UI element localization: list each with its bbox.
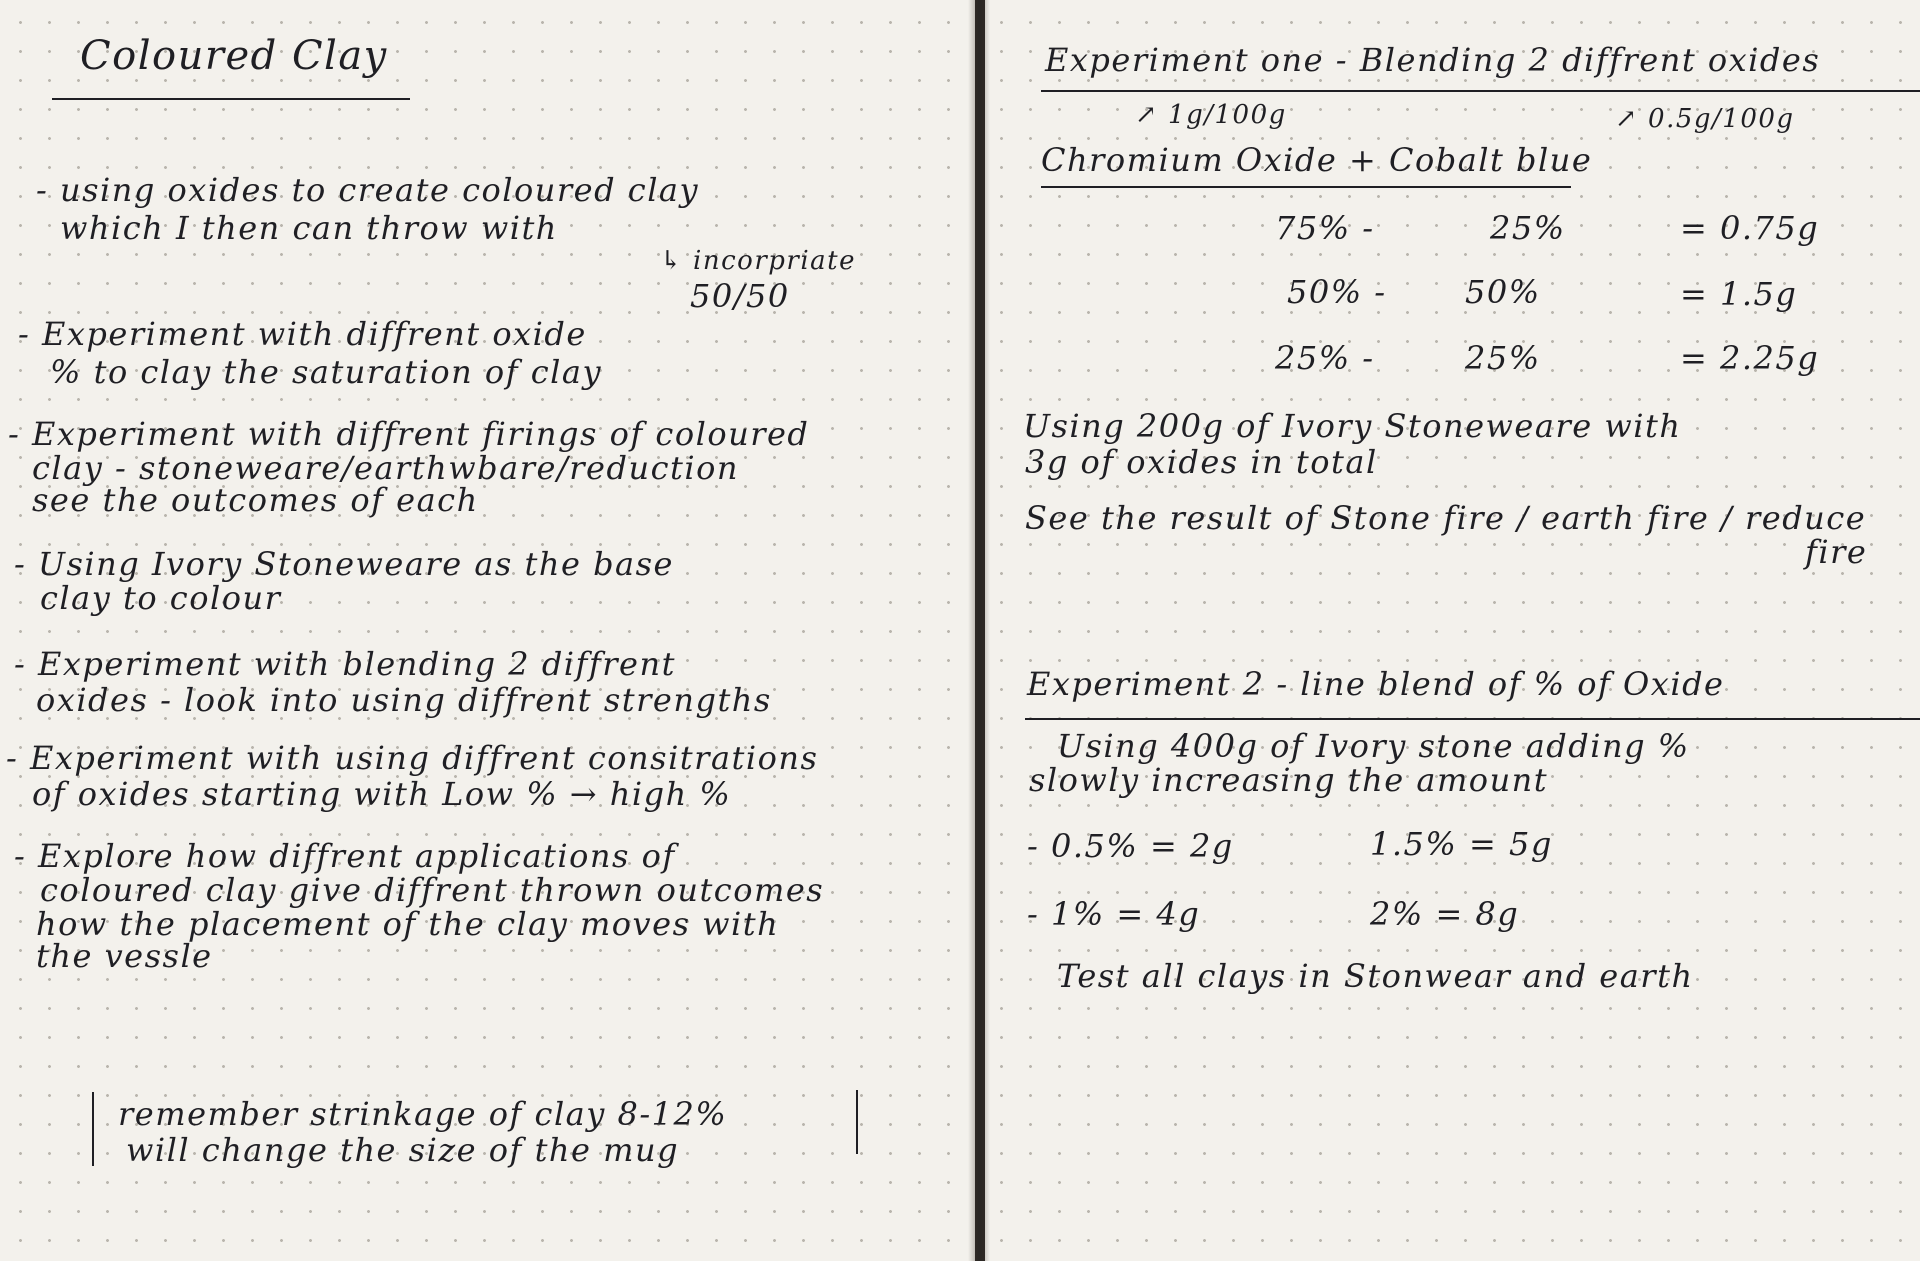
ratio-result: = 1.5g — [1680, 275, 1798, 313]
note-line: - Experiment with using diffrent consitrations — [6, 739, 819, 777]
blend-cell: - 1% = 4g — [1027, 895, 1201, 933]
note-line: - Using Ivory Stoneweare as the base — [14, 545, 674, 583]
note-line: - using oxides to create coloured clay — [36, 171, 700, 209]
ratio-cell: 50% — [1465, 273, 1541, 311]
subtitle-underline — [1041, 186, 1571, 188]
note-line: Using 200g of Ivory Stoneweare with — [1023, 407, 1682, 445]
experiment-two-underline — [1025, 718, 1920, 720]
note-line: clay - stoneweare/earthwbare/reduction — [32, 449, 739, 487]
note-line: ↳ incorpriate — [660, 246, 856, 276]
ratio-cell: 25% — [1465, 339, 1541, 377]
note-line: See the result of Stone fire / earth fire / reduce — [1025, 499, 1867, 537]
experiment-one-underline — [1041, 90, 1920, 92]
note-line: oxides - look into using diffrent strengths — [36, 681, 772, 719]
experiment-one-title: Experiment one - Blending 2 diffrent oxides — [1045, 41, 1821, 79]
note-line: see the outcomes of each — [32, 481, 479, 519]
ratio-result: = 0.75g — [1680, 209, 1820, 247]
note-line: the vessle — [36, 937, 213, 975]
note-line: coloured clay give diffrent thrown outcomes — [40, 871, 825, 909]
page-gutter — [968, 0, 990, 1261]
note-line: 50/50 — [690, 277, 790, 315]
ratio-cell: 25% — [1490, 209, 1566, 247]
note-line: % to clay the saturation of clay — [50, 353, 603, 391]
note-line: - Experiment with diffrent oxide — [18, 315, 587, 353]
reminder-bracket-right — [856, 1090, 858, 1154]
ratio-label: ↗ 1g/100g — [1135, 100, 1287, 130]
note-line: fire — [1805, 533, 1868, 571]
right-page — [985, 0, 1920, 1261]
note-line: - Experiment with diffrent firings of coloured — [8, 415, 810, 453]
experiment-two-title: Experiment 2 - line blend of % of Oxide — [1027, 665, 1725, 703]
reminder-line: will change the size of the mug — [126, 1131, 680, 1169]
ratio-result: = 2.25g — [1680, 339, 1820, 377]
ratio-cell: 25% - — [1275, 339, 1375, 377]
blend-cell: 2% = 8g — [1370, 895, 1520, 933]
title-underline — [52, 98, 410, 100]
note-line: Using 400g of Ivory stone adding % — [1057, 727, 1690, 765]
ratio-cell: 50% - — [1287, 273, 1387, 311]
note-line: - Explore how diffrent applications of — [14, 837, 676, 875]
blend-cell: 1.5% = 5g — [1370, 825, 1553, 863]
note-line: clay to colour — [40, 579, 282, 617]
page-title: Coloured Clay — [80, 33, 388, 79]
blend-cell: - 0.5% = 2g — [1027, 827, 1234, 865]
note-line: of oxides starting with Low % → high % — [32, 775, 732, 813]
reminder-line: remember strinkage of clay 8-12% — [118, 1095, 728, 1133]
reminder-bracket-left — [92, 1092, 94, 1166]
note-line: 3g of oxides in total — [1025, 443, 1378, 481]
note-line: slowly increasing the amount — [1029, 761, 1549, 799]
experiment-one-subtitle: Chromium Oxide + Cobalt blue — [1041, 141, 1593, 179]
ratio-label: ↗ 0.5g/100g — [1615, 104, 1795, 134]
footer-note: Test all clays in Stonwear and earth — [1057, 957, 1694, 995]
ratio-cell: 75% - — [1275, 209, 1375, 247]
note-line: which I then can throw with — [60, 209, 558, 247]
note-line: how the placement of the clay moves with — [36, 905, 780, 943]
note-line: - Experiment with blending 2 diffrent — [14, 645, 676, 683]
